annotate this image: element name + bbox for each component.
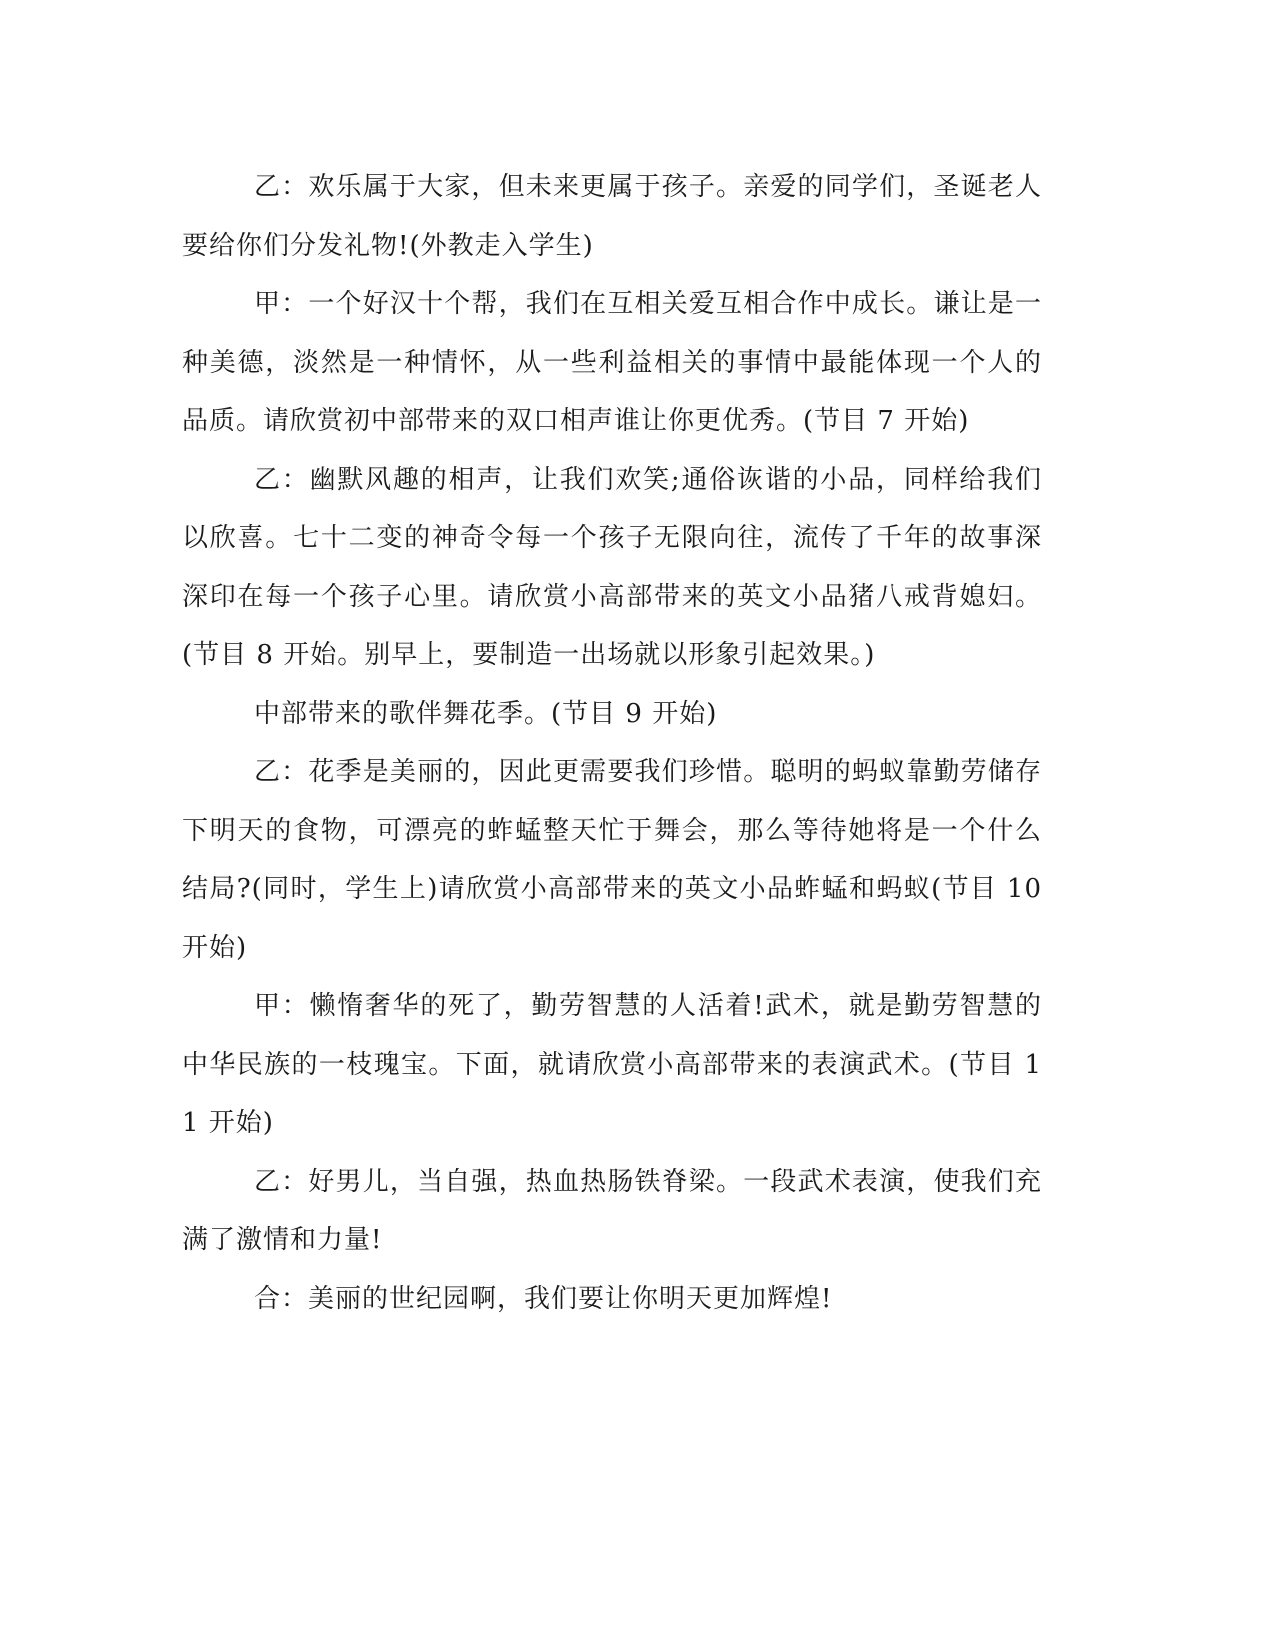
paragraph-3: 乙：幽默风趣的相声，让我们欢笑;通俗诙谐的小品，同样给我们以欣喜。七十二变的神奇令每一个孩子无限向往，流传了千年的故事深深印在每一个孩子心里。请欣赏小高部带来的英文小品猪八戒背媳妇。(节目 8 开始。别早上，要制造一出场就以形象引起效果。) — [182, 464, 1042, 670]
paragraph-1: 乙：欢乐属于大家，但未来更属于孩子。亲爱的同学们，圣诞老人要给你们分发礼物!(外教走入学生) — [182, 172, 1042, 261]
paragraph-2: 甲：一个好汉十个帮，我们在互相关爱互相合作中成长。谦让是一种美德，淡然是一种情怀，从一些利益相关的事情中最能体现一个人的品质。请欣赏初中部带来的双口相声谁让你更优秀。(节目 7 开始) — [182, 289, 1042, 436]
paragraph-6: 甲：懒惰奢华的死了，勤劳智慧的人活着!武术，就是勤劳智慧的中华民族的一枝瑰宝。下面，就请欣赏小高部带来的表演武术。(节目 11 开始) — [182, 991, 1042, 1138]
paragraph-5: 乙：花季是美丽的，因此更需要我们珍惜。聪明的蚂蚁靠勤劳储存下明天的食物，可漂亮的蚱蜢整天忙于舞会，那么等待她将是一个什么结局?(同时，学生上)请欣赏小高部带来的英文小品蚱蜢和蚂蚁(节目 10 开始) — [182, 757, 1042, 963]
paragraph-8: 合：美丽的世纪园啊，我们要让你明天更加辉煌! — [254, 1283, 833, 1314]
paragraph-7: 乙：好男儿，当自强，热血热肠铁脊梁。一段武术表演，使我们充满了激情和力量! — [182, 1166, 1042, 1255]
paragraph-4: 中部带来的歌伴舞花季。(节目 9 开始) — [254, 698, 718, 729]
document-body — [182, 158, 1042, 1328]
